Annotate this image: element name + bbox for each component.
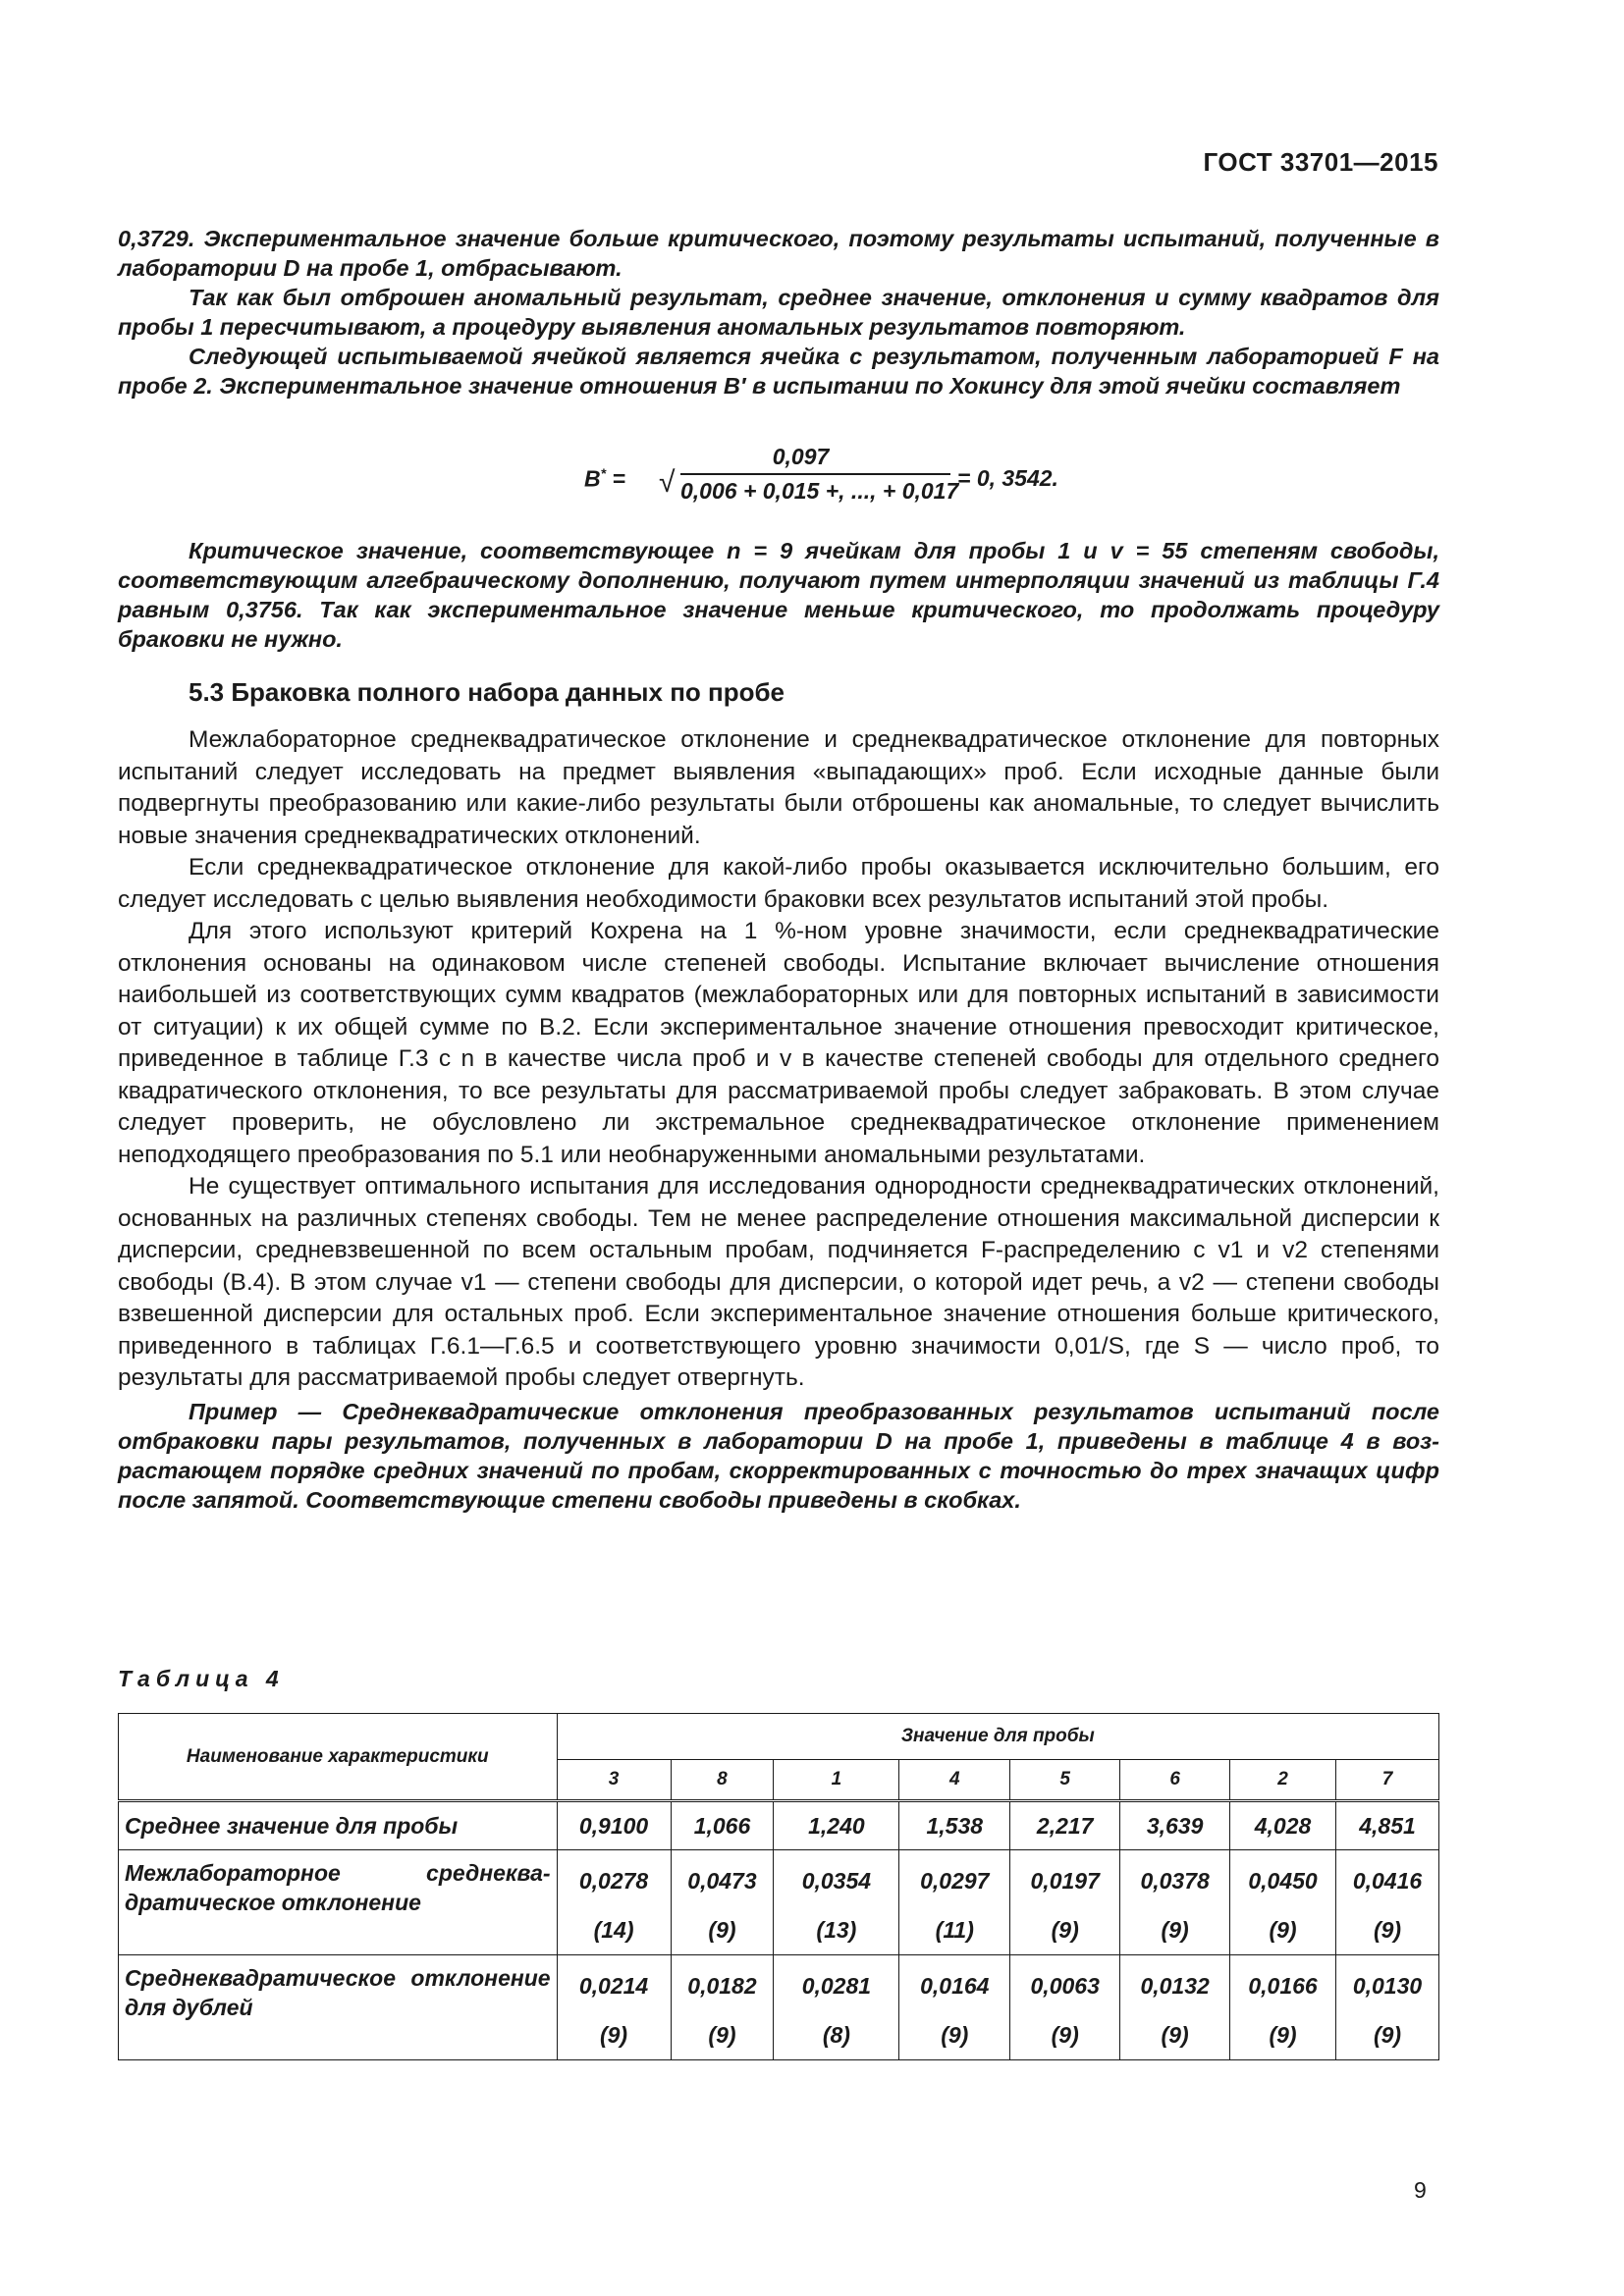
table-cell: 0,0281 (8): [774, 1955, 899, 2060]
table-cell: 0,0182 (9): [671, 1955, 774, 2060]
table-cell: 0,0473 (9): [671, 1850, 774, 1955]
table-row: [119, 1801, 1439, 1850]
table-cell: 0,9100: [557, 1801, 671, 1850]
section-body: [118, 724, 1439, 1515]
intro-block: [118, 224, 1439, 400]
row-name: Межлабораторное среднеквадратическое отклонение: [119, 1850, 558, 1955]
formula-fraction: [651, 444, 959, 507]
paragraph-body-3: Для этого используют критерий Кохрена на 1 %-ном уровне значимости, если среднеквадратические отклонения основаны на одинаковом числе степеней свободы. Испытание включает вычисление отношения наибольшей из соответствующих сумм квадратов (межлабораторных или для повторных испытаний в зависимости от ситуации) к их общей сумме по В.2. Если экспериментальное значение отношения превосходит критическое, приведенное в таблице Г.3 с n в качестве числа проб и v в качестве степеней свободы для отдельного среднего квадратического отклонения, то все результаты для рассматриваемой пробы следует забраковать. В этом случае следует проверить, не обусловлено ли экстремальное среднеквадратическое отклонение применением неподходящего преобразования по 5.1 или необнаруженными аномальными результатами.: [118, 918, 1439, 1168]
row-name: Среднеквадратическое отклонение для дублей: [119, 1955, 558, 2060]
formula-lhs: B* =: [584, 465, 625, 492]
paragraph-recalculate: Так как был отброшен аномальный результат, среднее значение, отклонения и сумму квадратов для пробы 1 пересчитывают, а процедуру выявления аномальных результатов повторяют.: [118, 285, 1439, 340]
table-cell: 0,0197 (9): [1010, 1850, 1120, 1955]
column-header: 2: [1230, 1760, 1336, 1801]
header-characteristic: Наименование характеристики: [119, 1714, 558, 1801]
table-cell: 0,0354 (13): [774, 1850, 899, 1955]
square-root-icon: √: [659, 466, 676, 499]
column-header: 8: [671, 1760, 774, 1801]
table-cell: 0,0132 (9): [1120, 1955, 1230, 2060]
table-cell: 0,0063 (9): [1010, 1955, 1120, 2060]
table-cell: 0,0130 (9): [1336, 1955, 1439, 2060]
paragraph-result: 0,3729. Экспериментальное значение больше критического, поэтому результаты испытаний, полученные в лаборатории D на пробе 1, отбрасывают.: [118, 226, 1439, 281]
table-cell: 0,0450 (9): [1230, 1850, 1336, 1955]
table-cell: 1,240: [774, 1801, 899, 1850]
column-header: 7: [1336, 1760, 1439, 1801]
table-cell: 4,028: [1230, 1801, 1336, 1850]
page-number: 9: [1414, 2177, 1427, 2203]
table-cell: 3,639: [1120, 1801, 1230, 1850]
paragraph-next-cell: Следующей испытываемой ячейкой является ячейка с результатом, полученным лабораторией F на пробе 2. Экспериментальное значение отношения B′ в испытании по Хокинсу для этой ячейки составляет: [118, 344, 1439, 399]
table-row: [119, 1955, 1439, 2060]
table-cell: 1,066: [671, 1801, 774, 1850]
table-cell: 4,851: [1336, 1801, 1439, 1850]
table-cell: 0,0164 (9): [899, 1955, 1010, 2060]
table-cell: 0,0214 (9): [557, 1955, 671, 2060]
column-header: 4: [899, 1760, 1010, 1801]
document-header: ГОСТ 33701—2015: [1203, 147, 1438, 177]
table-cell: 0,0278 (14): [557, 1850, 671, 1955]
formula-result: = 0, 3542.: [957, 465, 1058, 491]
header-sample-value: Значение для пробы: [557, 1714, 1438, 1760]
paragraph-example: Пример — Среднеквадратические отклонения преобразованных результатов испытаний после отбраковки пары результатов, полученных в лаборатории D на пробе 1, приведены в таблице 4 в возрастающем порядке средних значений по пробам, скорректированных с точностью до трех значащих цифр после запятой. Соответствующие степени свободы приведены в скобках.: [118, 1398, 1439, 1513]
table-row: [119, 1850, 1439, 1955]
column-header: 1: [774, 1760, 899, 1801]
section-title: 5.3 Браковка полного набора данных по пробе: [189, 677, 785, 707]
column-header: 6: [1120, 1760, 1230, 1801]
formula-numerator: 0,097: [772, 444, 830, 469]
paragraph-body-2: Если среднеквадратическое отклонение для какой-либо пробы оказывается исключительно большим, его следует исследовать с целью выявления необходимости браковки всех результатов испытаний этой пробы.: [118, 854, 1439, 913]
table-cell: 0,0378 (9): [1120, 1850, 1230, 1955]
row-name: Среднее значение для пробы: [119, 1801, 558, 1850]
critical-block: [118, 536, 1439, 654]
column-header: 5: [1010, 1760, 1120, 1801]
table-cell: 0,0297 (11): [899, 1850, 1010, 1955]
table-caption: Таблица 4: [118, 1666, 285, 1691]
table-cell: 1,538: [899, 1801, 1010, 1850]
paragraph-body-1: Межлабораторное среднеквадратическое отклонение и среднеквадратическое отклонение для повторных испытаний следует исследовать на предмет выявления «выпадающих» проб. Если исходные данные были подвергнуты преобразованию или какие-либо результаты были отброшены как аномальные, то следует вычислить новые значения среднеквадратических отклонений.: [118, 726, 1439, 849]
table-cell: 2,217: [1010, 1801, 1120, 1850]
paragraph-body-4: Не существует оптимального испытания для исследования однородности среднеквадратических отклонений, основанных на различных степенях свободы. Тем не менее распределение отношения максимальной дисперсии к дисперсии, средневзвешенной по всем остальным пробам, подчиняется F-распределению с v1 и v2 степенями свободы (В.4). В этом случае v1 — степени свободы для дисперсии, о которой идет речь, а v2 — степени свободы взвешенной дисперсии для остальных проб. Если экспериментальное значение отношения больше критического, приведенного в таблицах Г.6.1—Г.6.5 и соответствующего уровню значимости 0,01/S, где S — число проб, то результаты для рассматриваемой пробы следует отвергнуть.: [118, 1173, 1439, 1391]
table-cell: 0,0416 (9): [1336, 1850, 1439, 1955]
table-cell: 0,0166 (9): [1230, 1955, 1336, 2060]
column-header: 3: [557, 1760, 671, 1801]
table-4: [118, 1713, 1439, 2060]
formula-denominator: √ 0,006 + 0,015 +, ..., + 0,017: [659, 466, 959, 504]
paragraph-critical-value: Критическое значение, соответствующее n = 9 ячейкам для пробы 1 и v = 55 степеням свободы, соответствующим алгебраическому дополнению, получают путем интерполяции значений из таблицы Г.4 равным 0,3756. Так как экспериментальное значение меньше критического, то продолжать процедуру браковки не нужно.: [118, 538, 1439, 652]
